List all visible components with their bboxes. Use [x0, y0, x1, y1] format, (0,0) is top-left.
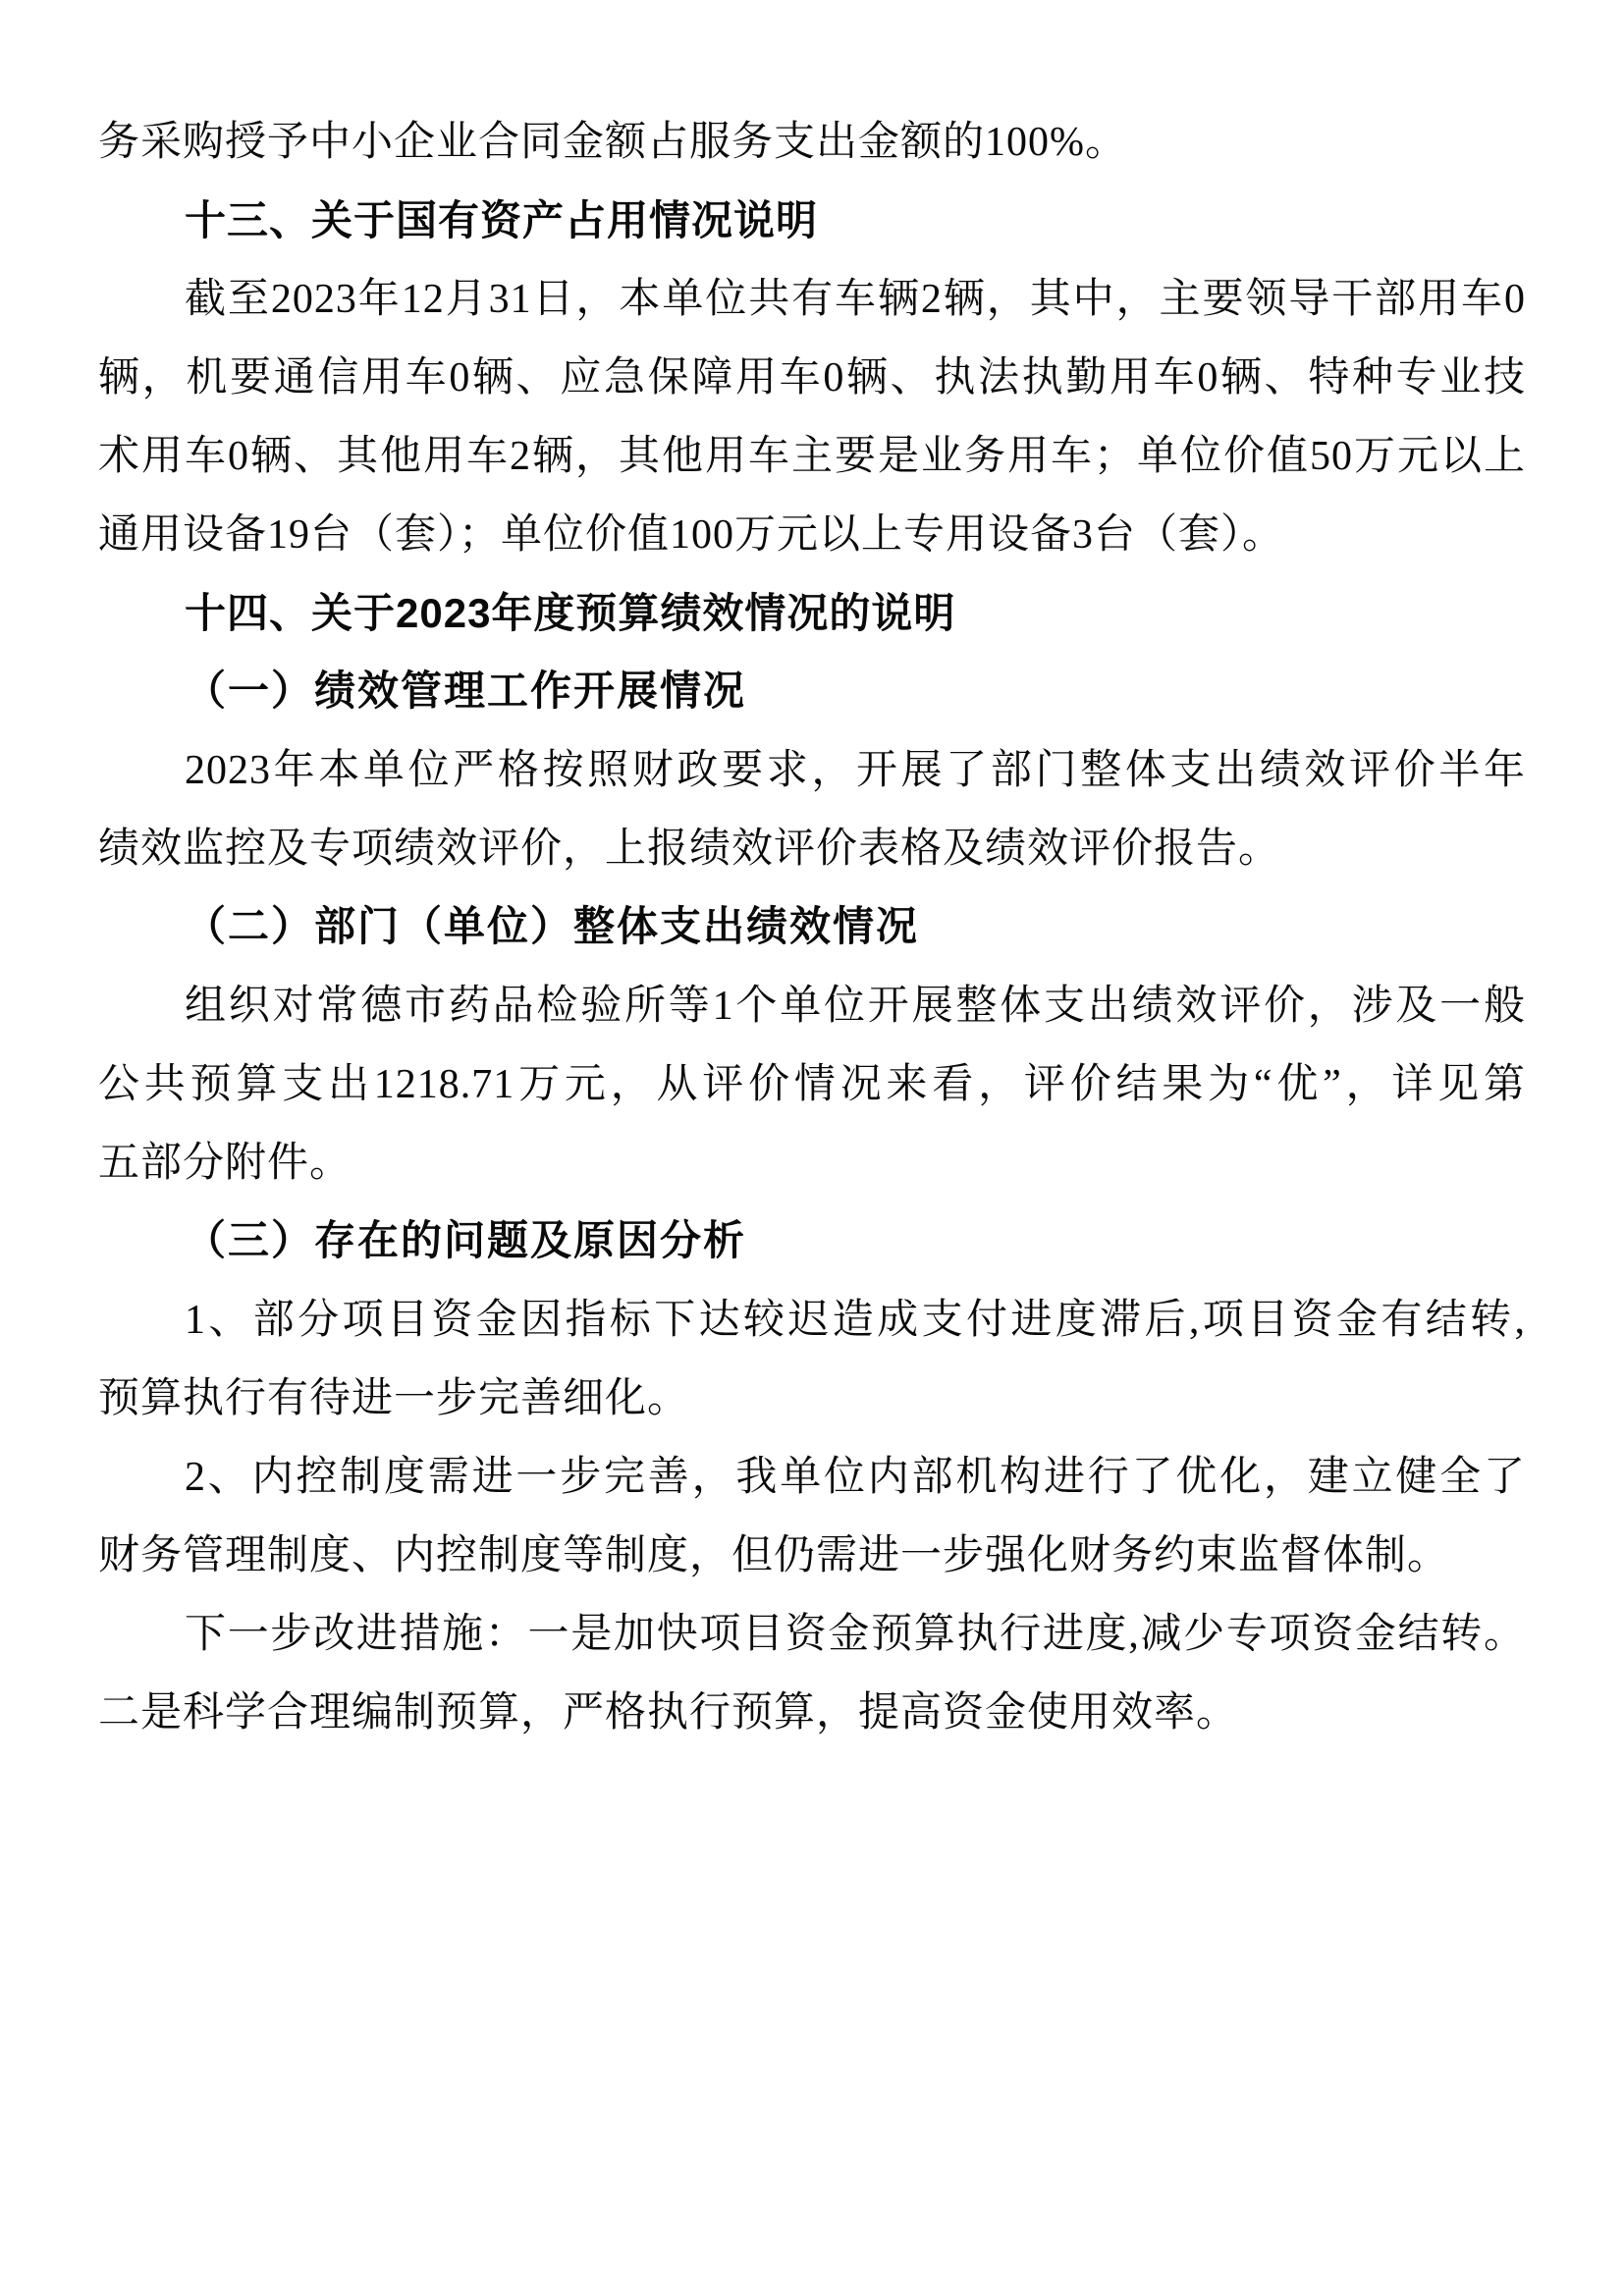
paragraph-line: 组织对常德市药品检验所等1个单位开展整体支出绩效评价，涉及一般 — [185, 984, 1526, 1029]
paragraph-line: 通用设备19台（套）；单位价值100万元以上专用设备3台（套）。 — [98, 512, 1285, 558]
paragraph-line: 2023年本单位严格按照财政要求，开展了部门整体支出绩效评价半年 — [185, 748, 1526, 793]
paragraph-line: 务采购授予中小企业合同金额占服务支出金额的100%。 — [98, 120, 1127, 165]
section-heading-13: 十三、关于国有资产占用情况说明 — [185, 197, 819, 243]
paragraph-line: 预算执行有待进一步完善细化。 — [98, 1376, 690, 1421]
paragraph-line: 辆，机要通信用车0辆、应急保障用车0辆、执法执勤用车0辆、特种专业技 — [98, 355, 1526, 400]
subsection-heading-3: （三）存在的问题及原因分析 — [185, 1219, 747, 1264]
subsection-heading-1: （一）绩效管理工作开展情况 — [185, 669, 747, 715]
paragraph-line: 二是科学合理编制预算，严格执行预算，提高资金使用效率。 — [98, 1690, 1239, 1735]
subsection-heading-2: （二）部门（单位）整体支出绩效情况 — [185, 905, 920, 950]
paragraph-line: 财务管理制度、内控制度等制度，但仍需进一步强化财务约束监督体制。 — [98, 1533, 1450, 1578]
paragraph-line: 绩效监控及专项绩效评价，上报绩效评价表格及绩效评价报告。 — [98, 827, 1281, 872]
paragraph-line: 五部分附件。 — [98, 1141, 352, 1186]
paragraph-line: 截至2023年12月31日，本单位共有车辆2辆，其中，主要领导干部用车0 — [185, 277, 1526, 322]
paragraph-line: 术用车0辆、其他用车2辆，其他用车主要是业务用车；单位价值50万元以上 — [98, 434, 1526, 479]
section-heading-14: 十四、关于2023年度预算绩效情况的说明 — [185, 590, 956, 636]
paragraph-line: 下一步改进措施：一是加快项目资金预算执行进度,减少专项资金结转。 — [185, 1612, 1526, 1657]
paragraph-line: 公共预算支出1218.71万元，从评价情况来看，评价结果为“优”，详见第 — [98, 1062, 1526, 1107]
paragraph-line: 1、部分项目资金因指标下达较迟造成支付进度滞后,项目资金有结转, — [185, 1298, 1526, 1343]
paragraph-line: 2、内控制度需进一步完善，我单位内部机构进行了优化，建立健全了 — [185, 1455, 1526, 1500]
